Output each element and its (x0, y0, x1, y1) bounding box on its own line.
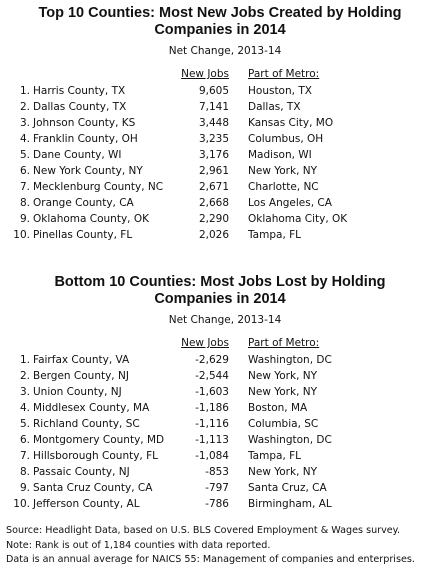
new-jobs-cell: 2,668 (198, 197, 229, 209)
county-cell: Middlesex County, MA (33, 402, 150, 414)
rank-cell: 7. (19, 181, 30, 193)
rank-cell: 6. (19, 434, 30, 446)
table-row (0, 195, 440, 211)
metro-cell: New York, NY (248, 165, 318, 177)
bottom-title (0, 274, 440, 308)
rank-cell: 10. (13, 498, 30, 510)
table-row (0, 432, 440, 448)
county-cell: Orange County, CA (33, 197, 134, 209)
table-row (0, 400, 440, 416)
metro-cell: Washington, DC (248, 354, 332, 366)
metro-cell: Tampa, FL (248, 450, 302, 462)
new-jobs-cell: 9,605 (198, 85, 229, 97)
county-cell: Passaic County, NJ (33, 466, 130, 478)
bottom-table-body (0, 352, 440, 512)
metro-cell: Columbia, SC (248, 418, 319, 430)
new-jobs-cell: -1,603 (195, 386, 229, 398)
table-row (0, 83, 440, 99)
bottom-section (0, 274, 440, 512)
county-cell: Johnson County, KS (33, 117, 136, 129)
top-subtitle: Net Change, 2013-14 (168, 45, 282, 57)
rank-cell: 5. (19, 418, 30, 430)
metro-cell: Columbus, OH (248, 133, 324, 145)
county-cell: Oklahoma County, OK (33, 213, 149, 225)
top-header-new-jobs: New Jobs (181, 68, 229, 80)
rank-cell: 9. (19, 482, 30, 494)
metro-cell: Charlotte, NC (248, 181, 319, 193)
county-cell: Pinellas County, FL (33, 229, 133, 241)
top-title-line2: Companies in 2014 (154, 22, 286, 38)
county-cell: Fairfax County, VA (33, 354, 130, 366)
county-cell: Dallas County, TX (33, 101, 127, 113)
county-cell: Richland County, SC (33, 418, 140, 430)
top-title (0, 5, 440, 39)
rank-cell: 10. (13, 229, 30, 241)
rank-cell: 4. (19, 402, 30, 414)
bottom-title-line1: Bottom 10 Counties: Most Jobs Lost by Holding (54, 274, 386, 290)
new-jobs-cell: -797 (205, 482, 229, 494)
metro-cell: Birmingham, AL (248, 498, 332, 510)
table-row (0, 352, 440, 368)
new-jobs-cell: -1,186 (195, 402, 229, 414)
table-row (0, 115, 440, 131)
bottom-header-metro: Part of Metro: (248, 337, 320, 349)
metro-cell: Dallas, TX (248, 101, 301, 113)
metro-cell: Houston, TX (248, 85, 312, 97)
top-section (0, 5, 440, 243)
metro-cell: Santa Cruz, CA (248, 482, 327, 494)
table-row (0, 211, 440, 227)
table-row (0, 131, 440, 147)
rank-cell: 3. (19, 386, 30, 398)
bottom-title-line2: Companies in 2014 (154, 291, 286, 307)
table-row (0, 179, 440, 195)
rank-cell: 9. (19, 213, 30, 225)
rank-cell: 7. (19, 450, 30, 462)
rank-cell: 2. (19, 370, 30, 382)
metro-cell: Oklahoma City, OK (248, 213, 348, 225)
new-jobs-cell: -853 (205, 466, 229, 478)
table-row (0, 368, 440, 384)
bottom-table-header (0, 334, 440, 352)
top-title-line1: Top 10 Counties: Most New Jobs Created by Holding (38, 5, 402, 21)
new-jobs-cell: -2,629 (195, 354, 229, 366)
table-row (0, 496, 440, 512)
source-note: Source: Headlight Data, based on U.S. BLS Covered Employment & Wages survey. (6, 525, 401, 536)
new-jobs-cell: 2,026 (198, 229, 229, 241)
table-row (0, 99, 440, 115)
rank-cell: 6. (19, 165, 30, 177)
metro-cell: Washington, DC (248, 434, 332, 446)
top-table-header (0, 65, 440, 83)
metro-cell: New York, NY (248, 370, 318, 382)
county-cell: Montgomery County, MD (33, 434, 165, 446)
county-cell: Mecklenburg County, NC (33, 181, 164, 193)
bottom-table (0, 334, 440, 512)
rank-cell: 2. (19, 101, 30, 113)
new-jobs-cell: 2,961 (198, 165, 229, 177)
county-cell: Franklin County, OH (33, 133, 138, 145)
new-jobs-cell: 7,141 (198, 101, 229, 113)
county-cell: Bergen County, NJ (33, 370, 129, 382)
new-jobs-cell: 2,290 (198, 213, 229, 225)
bottom-subtitle: Net Change, 2013-14 (168, 314, 282, 326)
table-row (0, 480, 440, 496)
rank-cell: 8. (19, 466, 30, 478)
new-jobs-cell: 3,176 (198, 149, 229, 161)
new-jobs-cell: -2,544 (195, 370, 229, 382)
table-row (0, 464, 440, 480)
metro-cell: New York, NY (248, 466, 318, 478)
table-row (0, 163, 440, 179)
county-cell: Dane County, WI (33, 149, 122, 161)
county-cell: New York County, NY (33, 165, 143, 177)
new-jobs-cell: 3,235 (198, 133, 229, 145)
table-row (0, 384, 440, 400)
footnotes (0, 524, 440, 568)
table-row (0, 147, 440, 163)
bottom-header-new-jobs: New Jobs (181, 337, 229, 349)
top-header-metro: Part of Metro: (248, 68, 320, 80)
county-cell: Harris County, TX (33, 85, 126, 97)
metro-cell: Boston, MA (248, 402, 308, 414)
new-jobs-cell: 3,448 (198, 117, 229, 129)
table-row (0, 227, 440, 243)
rank-cell: 1. (19, 85, 30, 97)
metro-cell: New York, NY (248, 386, 318, 398)
county-cell: Jefferson County, AL (33, 498, 140, 510)
metro-cell: Los Angeles, CA (248, 197, 332, 209)
table-row (0, 448, 440, 464)
county-cell: Union County, NJ (33, 386, 122, 398)
new-jobs-cell: -1,084 (195, 450, 229, 462)
top-table-body (0, 83, 440, 243)
table-row (0, 416, 440, 432)
metro-cell: Kansas City, MO (248, 117, 334, 129)
rank-cell: 5. (19, 149, 30, 161)
county-cell: Hillsborough County, FL (33, 450, 158, 462)
new-jobs-cell: -1,116 (195, 418, 229, 430)
county-cell: Santa Cruz County, CA (33, 482, 153, 494)
new-jobs-cell: 2,671 (198, 181, 229, 193)
new-jobs-cell: -1,113 (195, 434, 229, 446)
rank-note: Note: Rank is out of 1,184 counties with data reported. (6, 539, 271, 551)
rank-cell: 8. (19, 197, 30, 209)
rank-cell: 4. (19, 133, 30, 145)
new-jobs-cell: -786 (205, 498, 229, 510)
data-note: Data is an annual average for NAICS 55: Management of companies and enterprises. (6, 554, 415, 565)
rank-cell: 3. (19, 117, 30, 129)
top-table (0, 65, 440, 243)
metro-cell: Tampa, FL (248, 229, 302, 241)
metro-cell: Madison, WI (248, 149, 312, 161)
rank-cell: 1. (19, 354, 30, 366)
